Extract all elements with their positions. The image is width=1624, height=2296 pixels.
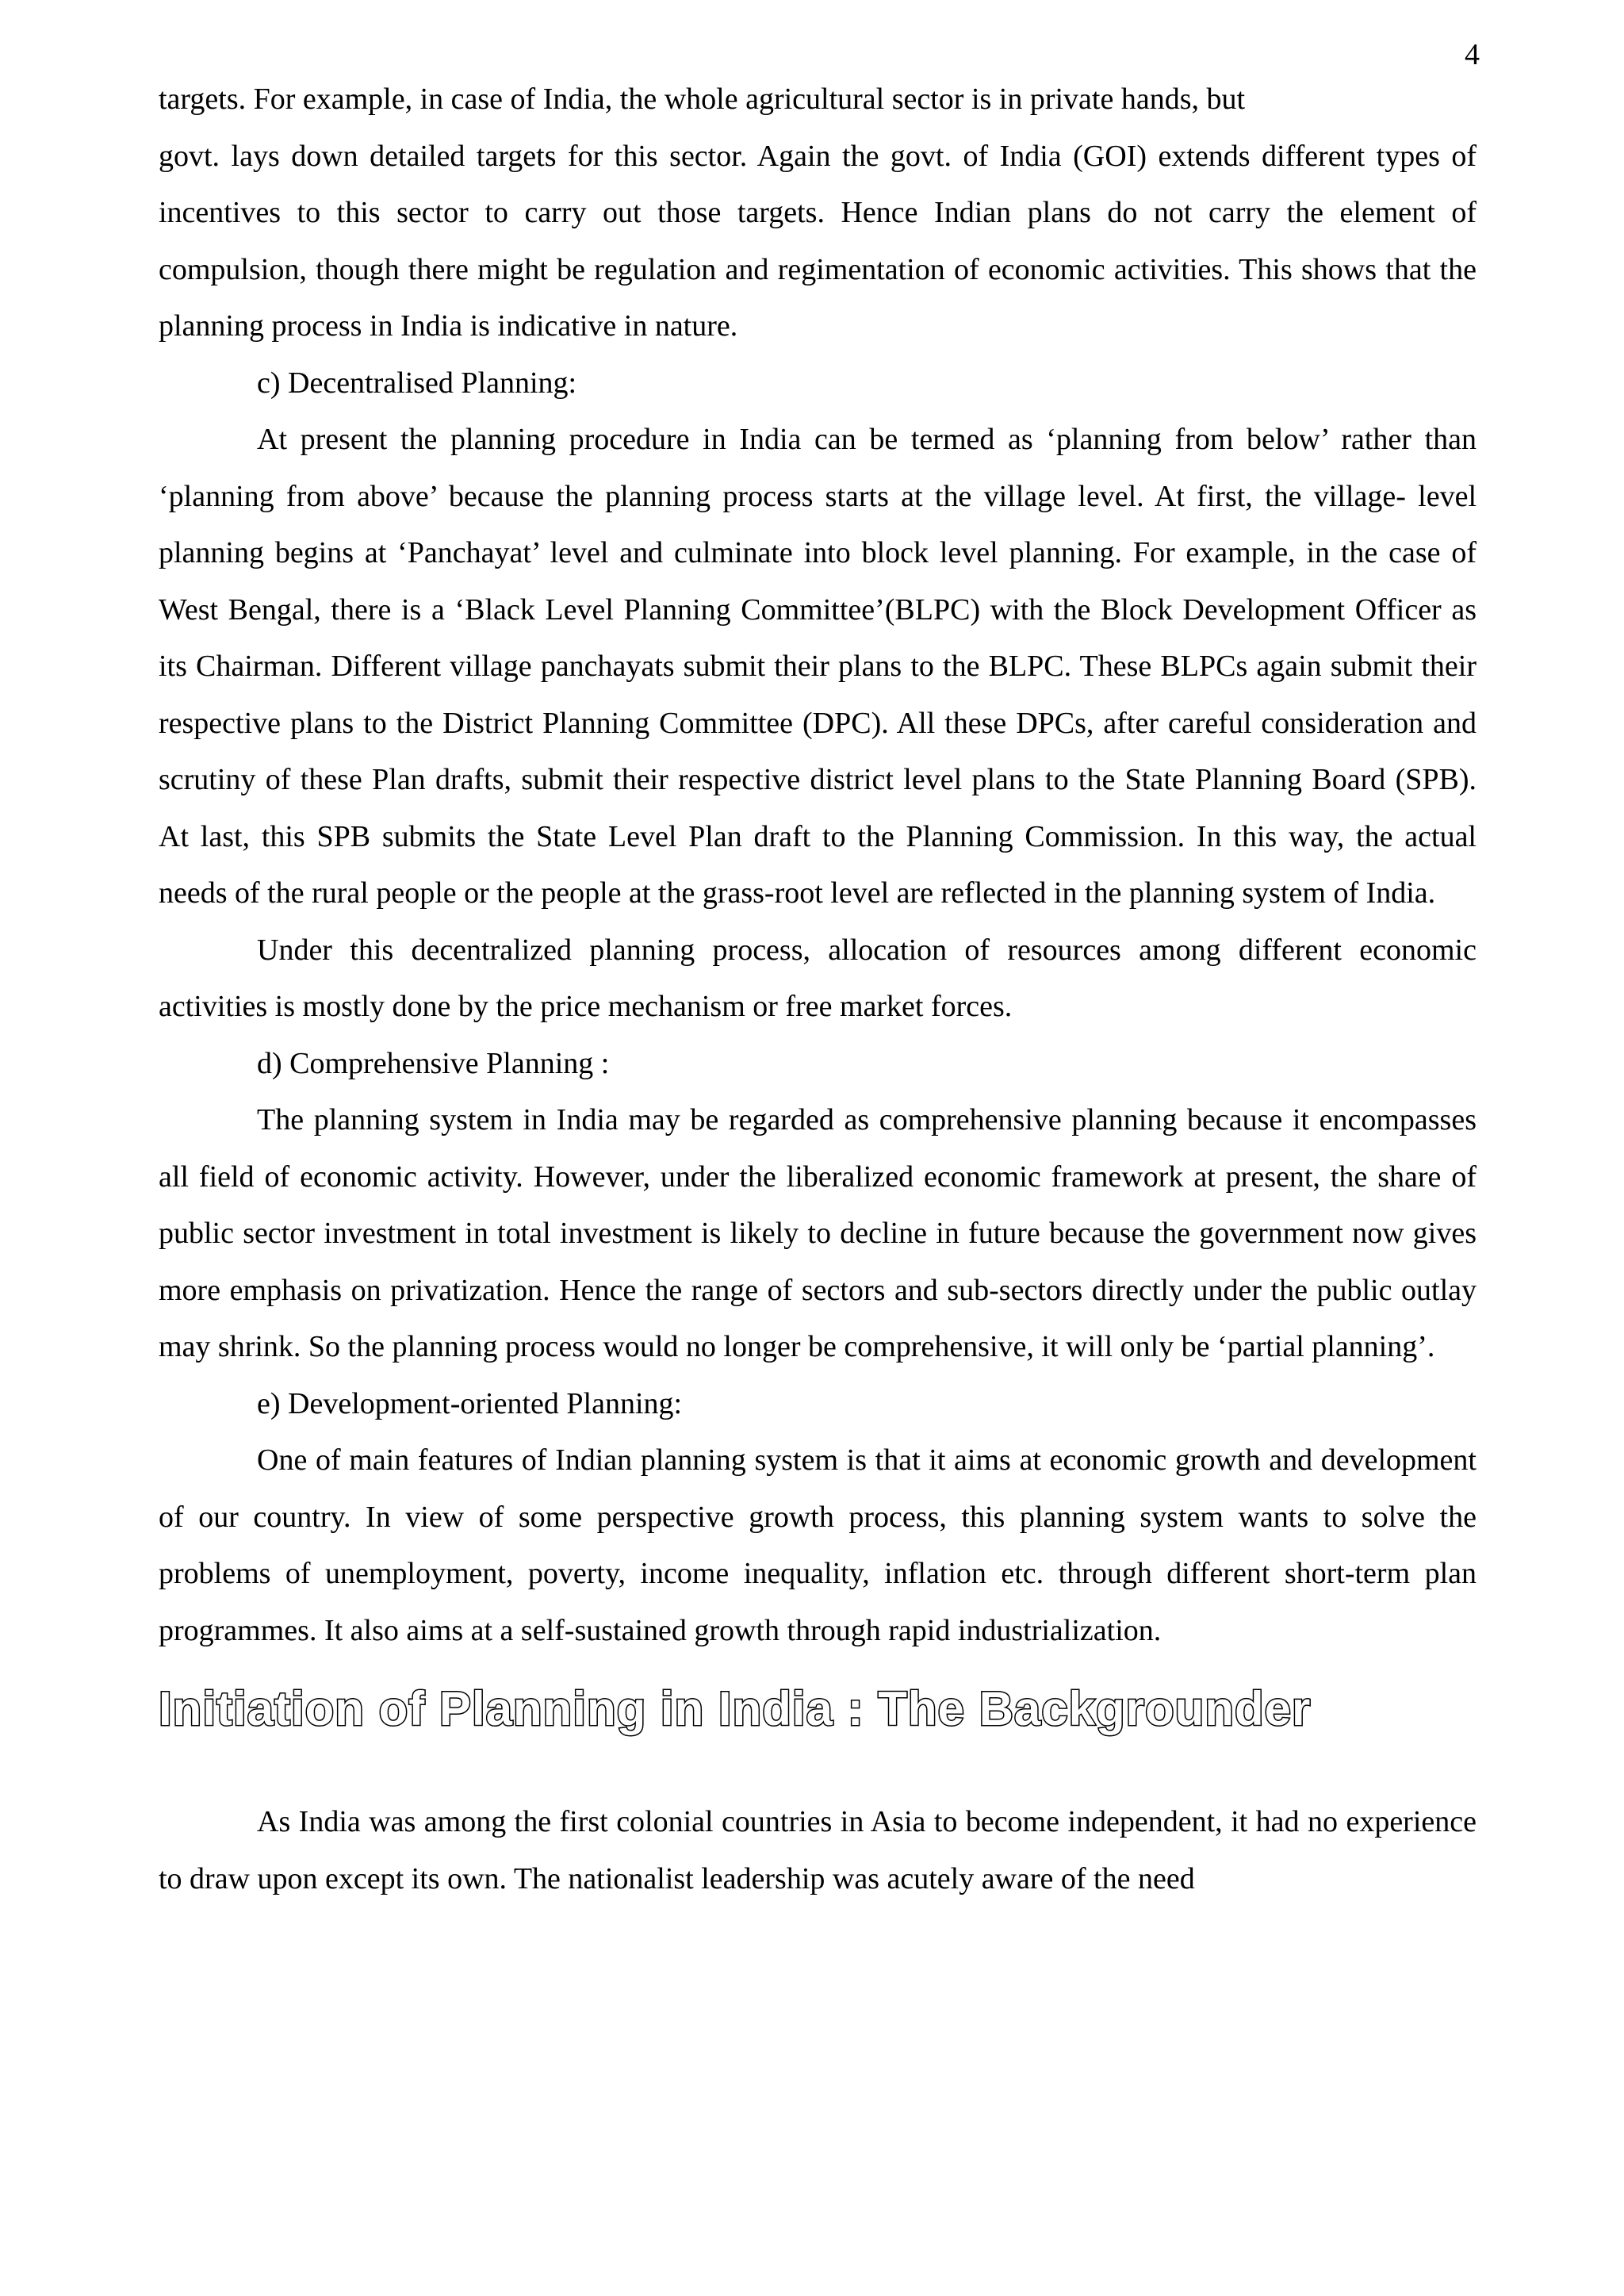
subheading-decentralised-planning: c) Decentralised Planning: — [257, 366, 577, 400]
paragraph-comprehensive: The planning system in India may be regarded as comprehensive planning because it encompasses all field of economic activity. However, under the liberalized economic framework at present, the share of public sector investment in total investment is likely to decline in future because the government now gives more emphasis on privatization. Hence the range of sectors and sub-sectors directly under the public outlay may shrink. So the planning process would no longer be comprehensive, it will only be ‘partial planning’. — [159, 1103, 1477, 1363]
paragraph-targets: govt. lays down detailed targets for this sector. Again the govt. of India (GOI) extends different types of incentives to this sector to carry out those targets. Hence Indian plans do not carry the element of compulsion, though there might be regulation and regimentation of economic activities. This shows that the planning process in India is indicative in nature. — [159, 139, 1477, 343]
paragraph-initiation: As India was among the first colonial countries in Asia to become independent, it had no experience to draw upon except its own. The nationalist leadership was acutely aware of the need — [159, 1805, 1477, 1895]
paragraph-decentralised-1: At present the planning procedure in India can be termed as ‘planning from below’ rather than ‘planning from above’ because the planning process starts at the village level. At first, the village- level planning begins at ‘Panchayat’ level and culminate into block level planning. For example, in the case of West Bengal, there is a ‘Black Level Planning Committee’(BLPC) with the Block Development Officer as its Chairman. Different village panchayats submit their plans to the BLPC. These BLPCs again submit their respective plans to the District Planning Committee (DPC). All these DPCs, after careful consideration and scrutiny of these Plan drafts, submit their respective district level plans to the State Planning Board (SPB). At last, this SPB submits the State Level Plan draft to the Planning Commission. In this way, the actual needs of the rural people or the people at the grass-root level are reflected in the planning system of India. — [159, 423, 1477, 910]
page-number: 4 — [1465, 38, 1480, 71]
subheading-development-oriented-planning: e) Development-oriented Planning: — [257, 1386, 683, 1420]
paragraph-decentralised-2: Under this decentralized planning process, allocation of resources among different economic activities is mostly done by the price mechanism or free market forces. — [159, 933, 1477, 1023]
paragraph-targets-line1: targets. For example, in case of India, the whole agricultural sector is in private hands, but — [159, 82, 1246, 116]
paragraph-development-oriented: One of main features of Indian planning system is that it aims at economic growth and development of our country. In view of some perspective growth process, this planning system wants to solve the problems of unemployment, poverty, income inequality, inflation etc. through different short-term plan programmes. It also aims at a self-sustained growth through rapid industrialization. — [159, 1443, 1477, 1647]
section-heading-initiation-of-planning: Initiation of Planning in India : The Backgrounder — [159, 1682, 1312, 1735]
document-body — [159, 71, 1477, 1907]
subheading-comprehensive-planning: d) Comprehensive Planning : — [257, 1046, 610, 1080]
